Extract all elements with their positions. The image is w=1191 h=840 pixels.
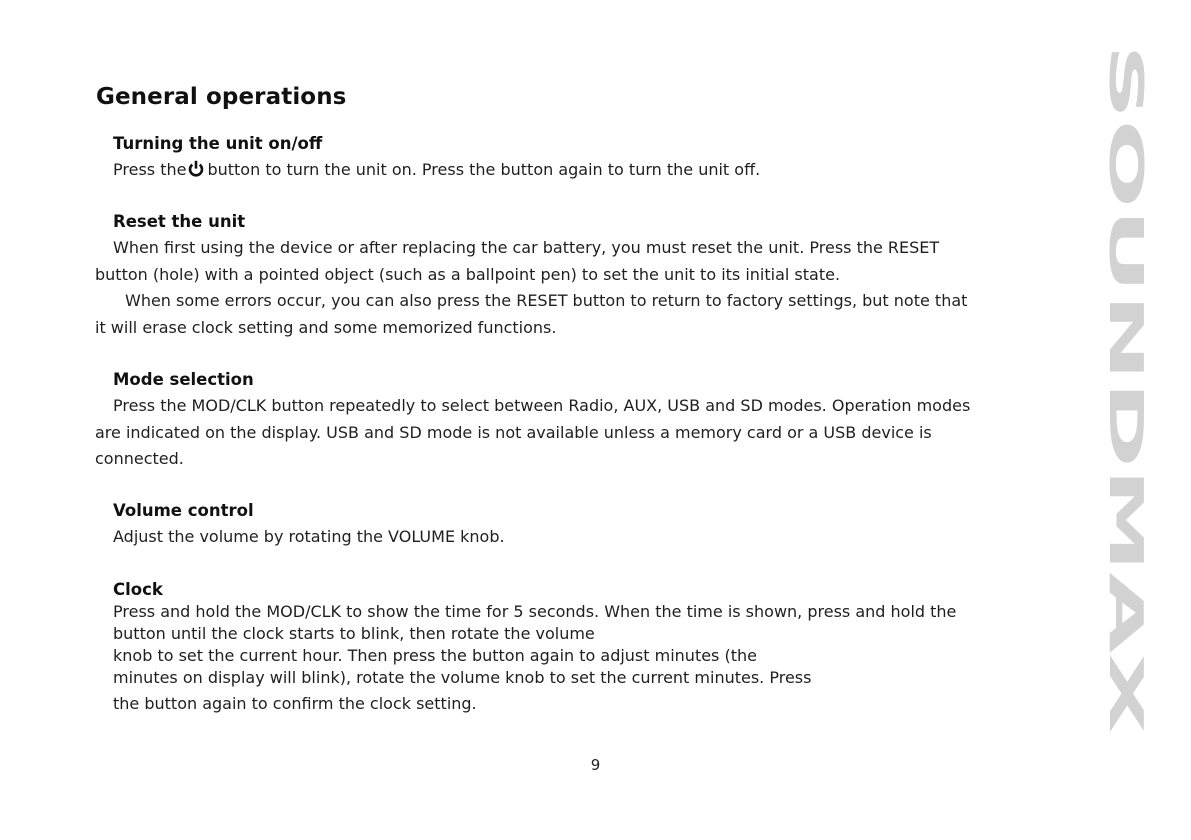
clock-line: the button again to confirm the clock setting.	[113, 694, 477, 713]
volume-paragraph	[95, 524, 1095, 551]
page-number: 9	[590, 756, 601, 774]
mode-paragraph	[95, 393, 1095, 473]
power-paragraph	[95, 157, 1095, 186]
clock-line: button until the clock starts to blink, then rotate the volume	[113, 624, 595, 643]
mode-line: connected.	[95, 449, 184, 468]
section-title-mode: Mode selection	[113, 370, 254, 389]
power-text-before: Press the	[113, 160, 187, 179]
power-text-after: button to turn the unit on. Press the button again to turn the unit off.	[207, 160, 761, 179]
reset-line: button (hole) with a pointed object (such as a ballpoint pen) to set the unit to its initial state.	[95, 264, 841, 284]
svg-text:SOUNDMAX: SOUNDMAX	[1099, 44, 1153, 348]
power-icon	[188, 159, 204, 186]
page-title: General operations	[96, 84, 347, 110]
power-line	[95, 157, 1095, 186]
reset-line: When some errors occur, you can also press the RESET button to return to factory settings, but note that	[125, 291, 968, 310]
section-title-reset: Reset the unit	[113, 212, 246, 231]
reset-paragraph	[95, 235, 1095, 341]
clock-line: Press and hold the MOD/CLK to show the time for 5 seconds. When the time is shown, press and hold the	[113, 602, 957, 621]
section-title-volume: Volume control	[113, 501, 254, 520]
clock-line: minutes on display will blink), rotate the volume knob to set the current minutes. Press	[113, 668, 812, 687]
clock-paragraph	[95, 601, 1095, 715]
section-title-clock: Clock	[113, 580, 163, 599]
clock-line: knob to set the current hour. Then press the button again to adjust minutes (the	[113, 646, 757, 665]
volume-line: Adjust the volume by rotating the VOLUME knob.	[113, 527, 505, 546]
reset-line: When first using the device or after replacing the car battery, you must reset the unit. Press the RESET	[113, 238, 940, 257]
mode-line: Press the MOD/CLK button repeatedly to select between Radio, AUX, USB and SD modes. Operation modes	[113, 396, 971, 415]
reset-line: it will erase clock setting and some memorized functions.	[95, 317, 557, 337]
mode-line: are indicated on the display. USB and SD mode is not available unless a memory card or a USB device is	[95, 422, 932, 442]
brand-logo	[1099, 44, 1153, 736]
section-title-power: Turning the unit on/off	[113, 134, 323, 153]
